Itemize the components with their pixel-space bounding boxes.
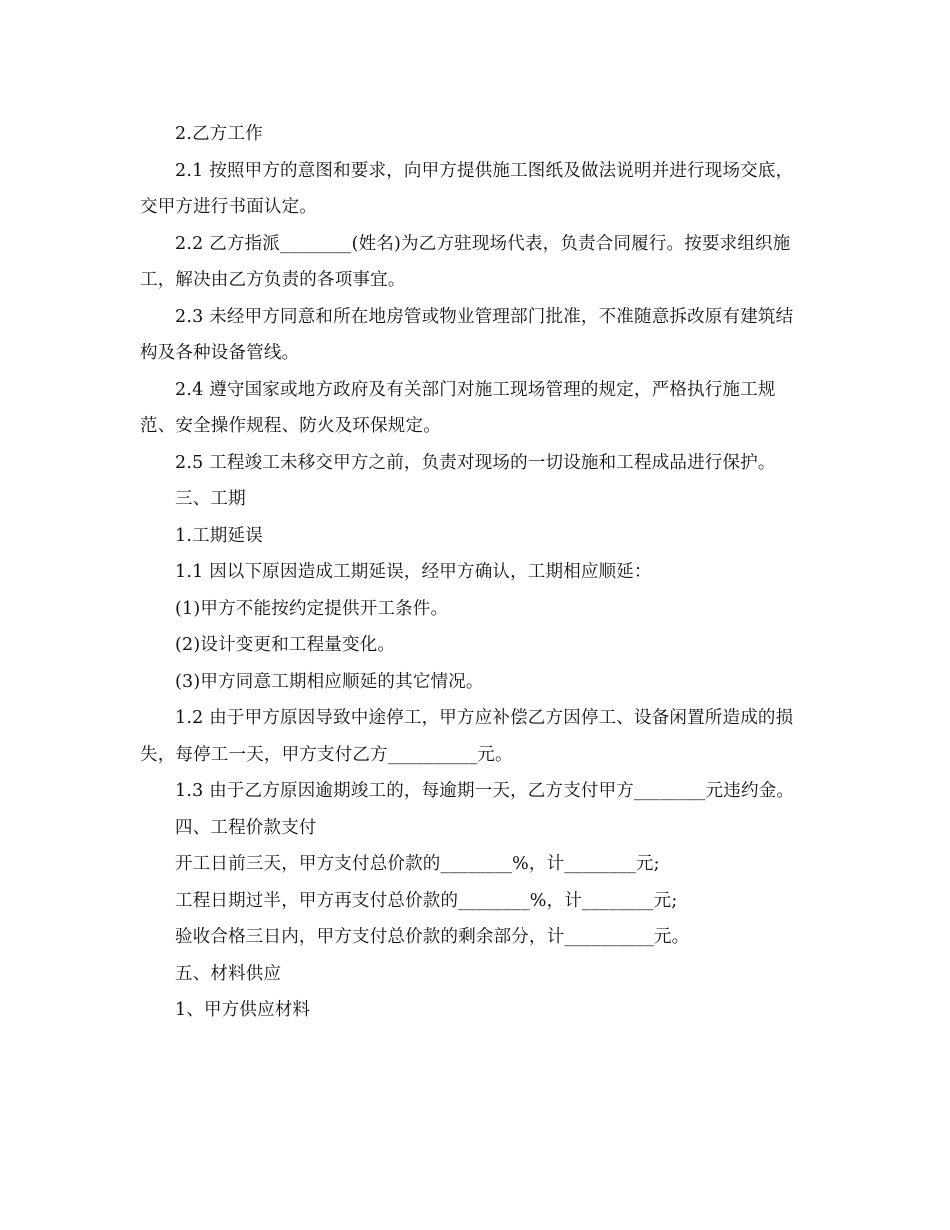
clause-paragraph: 2.2 乙方指派________(姓名)为乙方驻现场代表，负责合同履行。按要求组织施工，解决由乙方负责的各项事宜。	[140, 233, 791, 290]
document-body	[140, 116, 810, 1029]
section-heading: 五、材料供应	[175, 963, 282, 984]
clause-paragraph: 2.3 未经甲方同意和所在地房管或物业管理部门批准，不准随意拆改原有建筑结构及各种设备管线。	[140, 306, 794, 363]
list-item: (1)甲方不能按约定提供开工条件。	[175, 598, 449, 619]
clause-line: 1.1 因以下原因造成工期延误，经甲方确认，工期相应顺延：	[175, 562, 652, 582]
subsection-heading: 1、甲方供应材料	[175, 1000, 311, 1020]
clause-paragraph: 2.1 按照甲方的意图和要求，向甲方提供施工图纸及做法说明并进行现场交底，交甲方进行书面认定。	[140, 160, 794, 217]
clause-paragraph: 2.5 工程竣工未移交甲方之前，负责对现场的一切设施和工程成品进行保护。	[175, 452, 776, 473]
clause-paragraph: 2.4 遵守国家或地方政府及有关部门对施工现场管理的规定，严格执行施工规范、安全操作规程、防火及环保规定。	[140, 379, 776, 436]
section-heading: 四、工程价款支付	[175, 817, 317, 838]
list-item: (3)甲方同意工期相应顺延的其它情况。	[175, 671, 484, 692]
subsection-heading: 1.工期延误	[175, 525, 263, 546]
payment-line: 开工日前三天，甲方支付总价款的________%，计________元;	[175, 854, 660, 874]
section-heading: 2.乙方工作	[175, 124, 263, 144]
payment-line: 验收合格三日内，甲方支付总价款的剩余部分，计__________元。	[175, 927, 690, 947]
list-item: (2)设计变更和工程量变化。	[175, 635, 396, 655]
section-heading: 三、工期	[175, 489, 246, 509]
clause-paragraph: 1.3 由于乙方原因逾期竣工的，每逾期一天，乙方支付甲方________元违约金。	[175, 781, 795, 801]
clause-paragraph: 1.2 由于甲方原因导致中途停工，甲方应补偿乙方因停工、设备闲置所造成的损失，每停工一天，甲方支付乙方__________元。	[140, 708, 794, 765]
payment-line: 工程日期过半，甲方再支付总价款的________%，计________元;	[175, 890, 678, 911]
